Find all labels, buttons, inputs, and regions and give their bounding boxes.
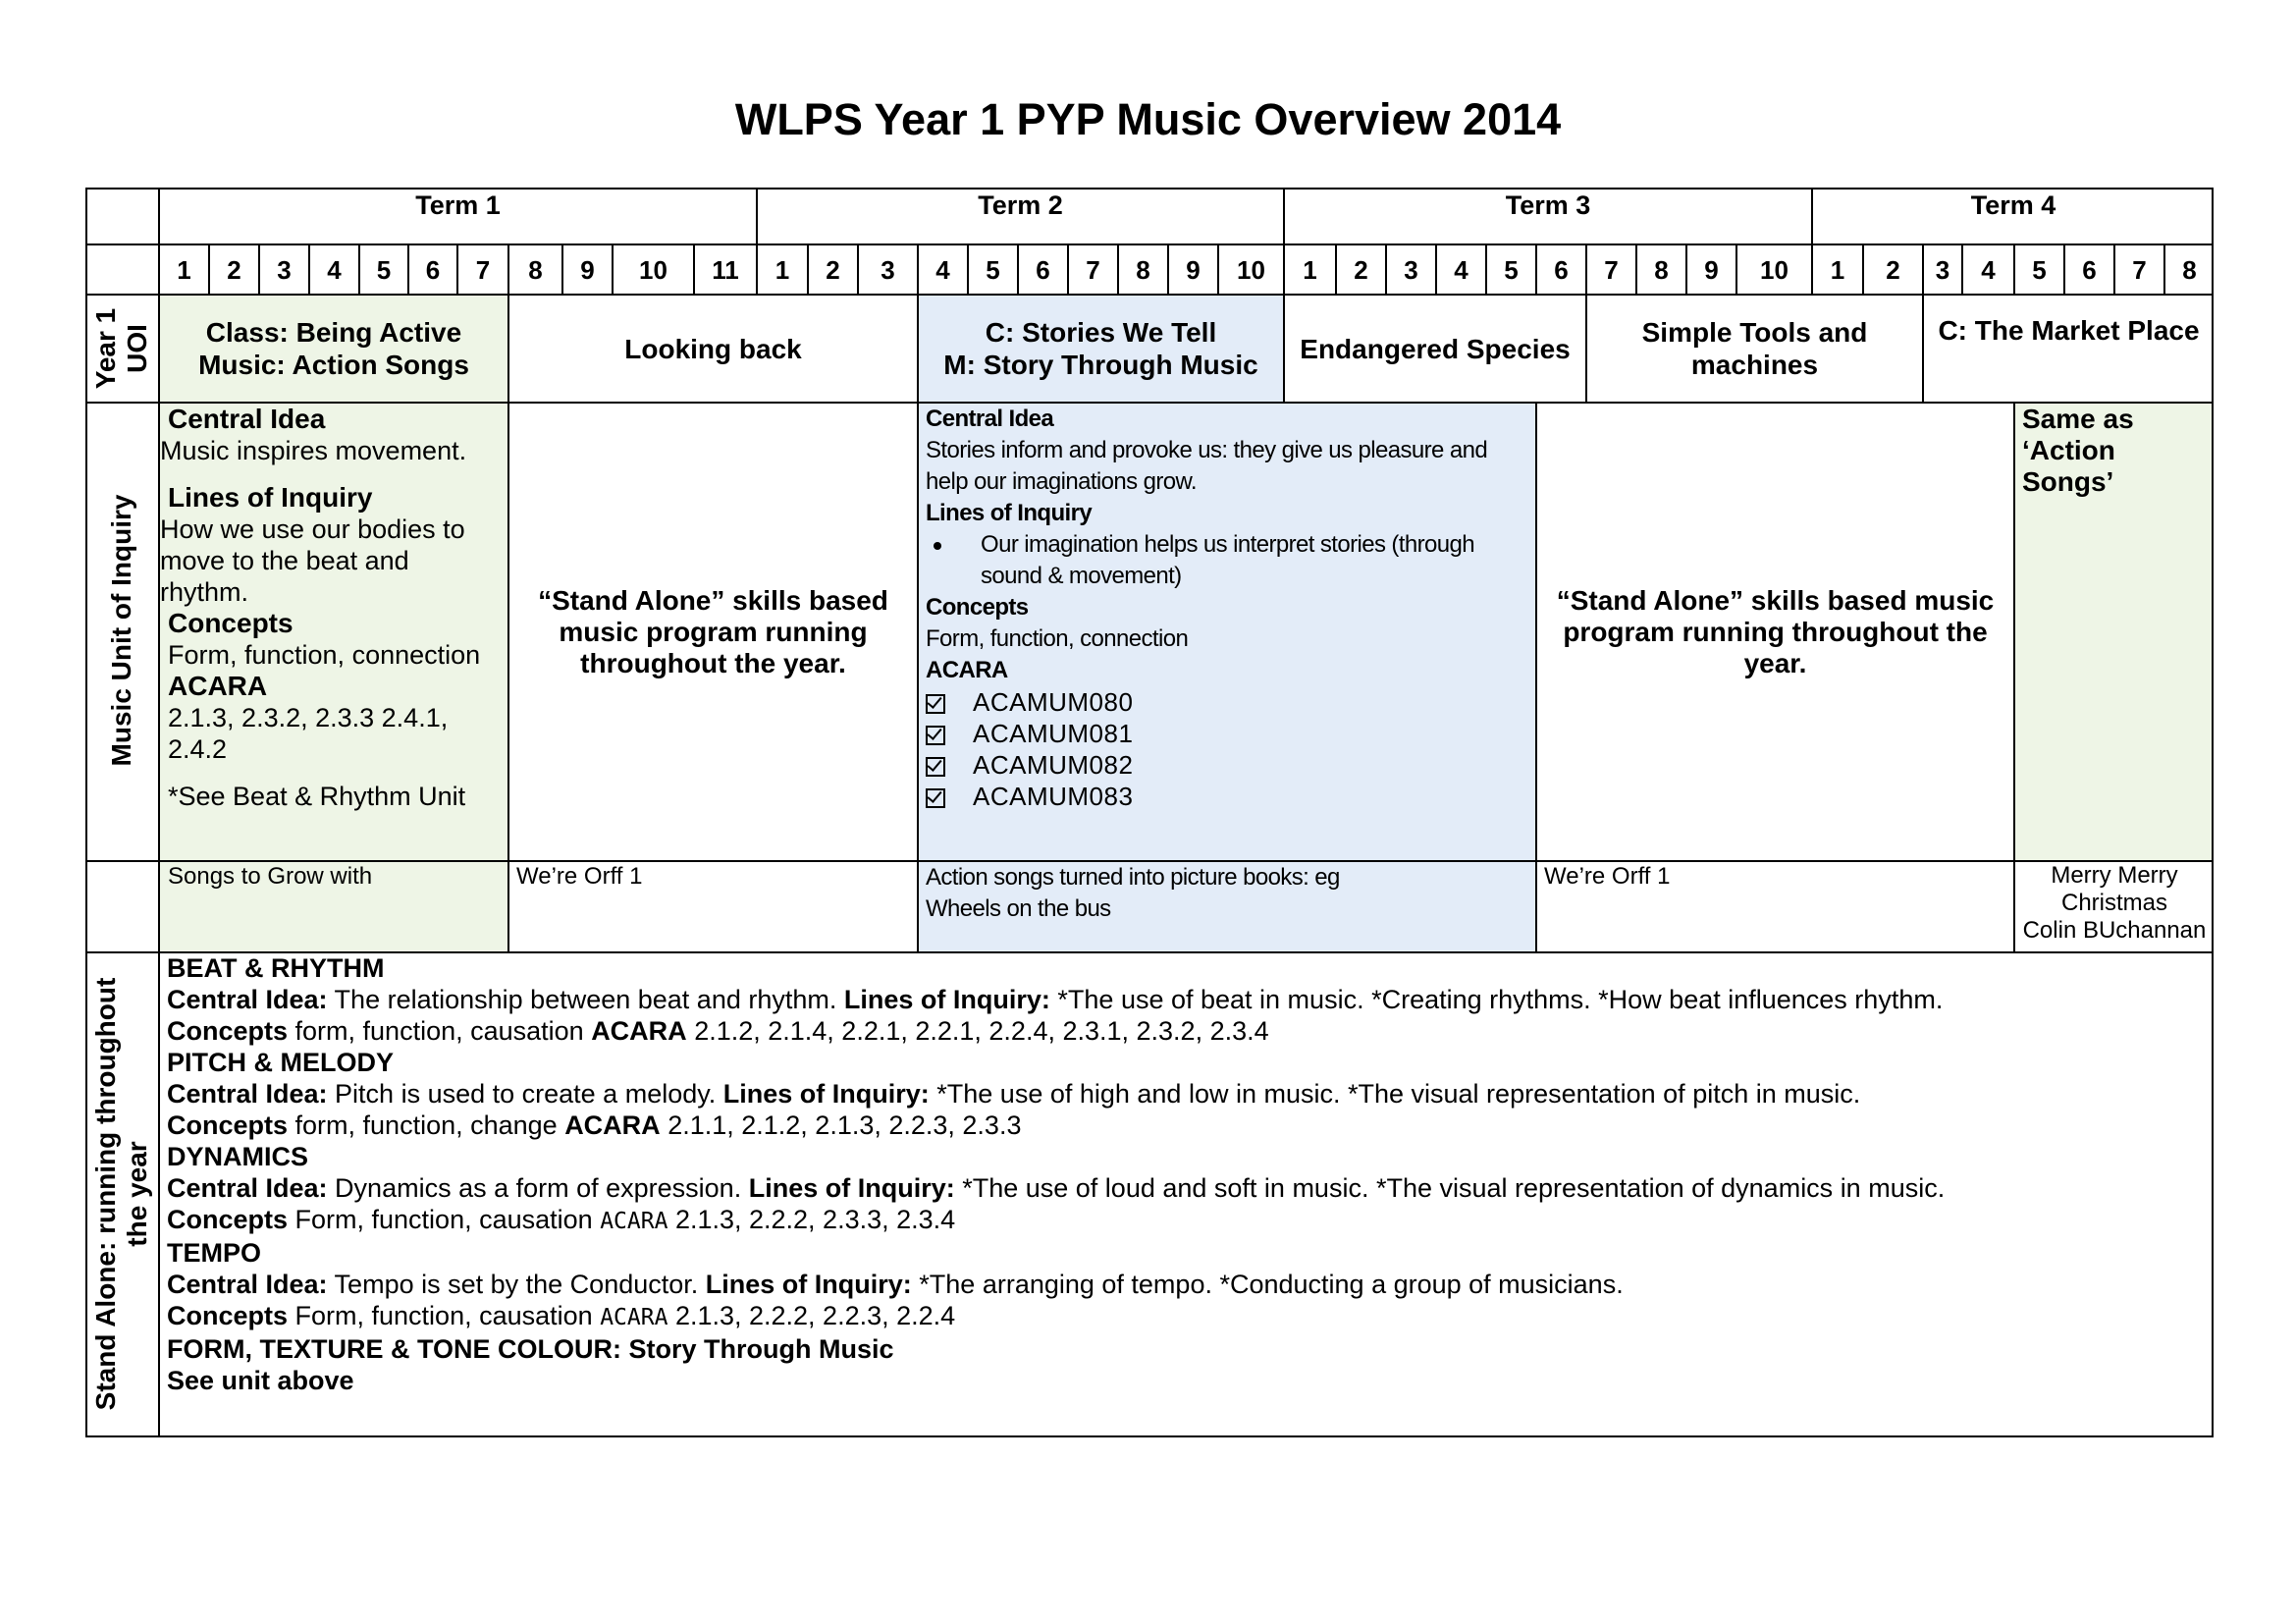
stories-detail: Central Idea Stories inform and provoke us: they give us pleasure and help our imaginations grow. Lines of Inquiry Our imagination helps us interpret stories (through sound & movement) Concepts Form, function, connection ACARA ACAMUM080 ACAMUM081 ACAMUM082 ACAMUM083 [926,404,1534,812]
week-number: 3 [881,254,895,285]
week-number: 1 [1830,254,1845,285]
same-as-action-songs: Same as ‘Action Songs’ [2022,404,2134,497]
stand-alone-note-1: “Stand Alone” skills based music program running throughout the year. [538,584,888,678]
uoi-being-active: Class: Being Active Music: Action Songs [198,317,469,380]
central-idea-heading: Central Idea [168,404,326,434]
uoi-endangered-species: Endangered Species [1300,333,1571,364]
concepts-line: Concepts form, function, change ACARA 2.1.1, 2.1.2, 2.1.3, 2.2.3, 2.3.3 [167,1110,1022,1140]
week-number: 1 [1303,254,1317,285]
row-label-stand-alone: Stand Alone: running throughout the year [90,977,152,1411]
week-number: 6 [2082,254,2097,285]
uoi-simple-tools: Simple Tools and machines [1641,317,1868,380]
week-number: 10 [1237,254,1265,285]
week-number: 6 [1036,254,1050,285]
uoi-market-place: C: The Market Place [1938,314,2200,346]
term-2-header: Term 2 [978,189,1063,220]
acara-code-item: ACAMUM080 [926,686,1534,718]
week-number: 10 [639,254,667,285]
central-idea-line: Central Idea: Tempo is set by the Conductor. Lines of Inquiry: *The arranging of tempo. *Conducting a group of musicians. [167,1270,1624,1299]
central-idea-line: Central Idea: The relationship between beat and rhythm. Lines of Inquiry: *The use of beat in music. *Creating rhythms. *How beat influences rhythm. [167,985,1944,1014]
checkbox-checked-icon [926,726,945,745]
week-number: 7 [1086,254,1100,285]
lines-of-inquiry-heading: Lines of Inquiry [168,482,373,513]
week-number: 5 [2032,254,2047,285]
page-title: WLPS Year 1 PYP Music Overview 2014 [734,94,1562,144]
bullet-icon [934,542,941,550]
week-number: 8 [2182,254,2197,285]
concepts-line: Concepts Form, function, causation ACARA 2.1.3, 2.2.2, 2.3.3, 2.3.4 [167,1205,956,1234]
unit-heading-dynamics: DYNAMICS [167,1142,309,1171]
resource-action-song-books: Action songs turned into picture books: eg Wheels on the bus [926,864,1340,922]
concepts-heading: Concepts [926,594,1029,621]
week-number: 7 [1604,254,1619,285]
week-number: 6 [1554,254,1569,285]
central-idea-line: Central Idea: Dynamics as a form of expression. Lines of Inquiry: *The use of loud and soft in music. *The visual representation of dynamics in music. [167,1173,1946,1203]
concepts-heading: Concepts [168,608,294,638]
week-number: 4 [1454,254,1468,285]
row-label-uoi: Year 1 UOI [90,307,152,390]
unit-heading-tempo: TEMPO [167,1238,262,1268]
week-number: 5 [986,254,1000,285]
week-number: 9 [580,254,595,285]
week-number: 6 [425,254,441,285]
acara-code-item: ACAMUM083 [926,781,1534,812]
resource-were-orff-1-b: We’re Orff 1 [1544,863,1671,890]
week-number: 3 [1935,254,1950,285]
week-number: 5 [1504,254,1519,285]
concepts-line: Concepts form, function, causation ACARA 2.1.2, 2.1.4, 2.2.1, 2.2.1, 2.2.4, 2.3.1, 2.3.2, 2.3.4 [167,1016,1269,1046]
resource-merry-christmas: Merry Merry Christmas Colin BUchannan [2022,862,2207,944]
week-number: 1 [774,254,790,285]
acara-heading: ACARA [168,671,268,701]
uoi-looking-back: Looking back [624,333,802,364]
unit-heading-pitch: PITCH & MELODY [167,1048,395,1077]
term-3-header: Term 3 [1505,189,1591,220]
week-number: 8 [1654,254,1669,285]
acara-code-item: ACAMUM081 [926,718,1534,749]
resource-songs-to-grow: Songs to Grow with [168,863,373,890]
acara-heading: ACARA [926,657,1008,683]
week-number: 7 [475,254,491,285]
week-number: 7 [2132,254,2147,285]
resource-were-orff-1: We’re Orff 1 [516,863,643,890]
acara-code-item: ACAMUM082 [926,749,1534,781]
action-songs-detail: Central Idea Music inspires movement. Lines of Inquiry How we use our bodies to move to the beat and rhythm. Concepts Form, function, connection ACARA 2.1.3, 2.3.2, 2.3.3 2.4.1, 2.4.2 *See Beat & Rhythm Unit [160,404,506,812]
central-idea-text: Music inspires movement. [160,436,467,465]
lines-of-inquiry-heading: Lines of Inquiry [926,500,1093,526]
week-number: 5 [376,254,392,285]
week-number: 8 [528,254,543,285]
week-number: 2 [1886,254,1900,285]
term-1-header: Term 1 [415,189,501,220]
week-number: 4 [935,254,950,285]
week-number: 10 [1760,254,1789,285]
see-unit-above: See unit above [167,1366,354,1395]
stand-alone-note-2: “Stand Alone” skills based music program running throughout the year. [1556,584,1995,678]
week-number: 9 [1704,254,1719,285]
checkbox-checked-icon [926,694,945,714]
week-number: 8 [1136,254,1150,285]
checkbox-checked-icon [926,788,945,808]
see-unit-note: *See Beat & Rhythm Unit [168,782,466,811]
week-number: 11 [712,254,739,285]
unit-heading-beat: BEAT & RHYTHM [167,953,385,983]
grid-line [917,402,919,953]
unit-heading-form-texture: FORM, TEXTURE & TONE COLOUR: Story Through Music [167,1334,894,1364]
week-number: 2 [1354,254,1368,285]
week-number: 2 [227,254,241,285]
central-idea-heading: Central Idea [926,406,1054,432]
stand-alone-units [167,952,2199,1396]
term-4-header: Term 4 [1970,189,2056,220]
concepts-line: Concepts Form, function, causation ACARA 2.1.3, 2.2.2, 2.2.3, 2.2.4 [167,1301,956,1330]
week-number: 4 [327,254,342,285]
week-number: 4 [1981,254,1996,285]
week-number: 1 [177,254,191,285]
checkbox-checked-icon [926,757,945,777]
uoi-stories-we-tell: C: Stories We Tell M: Story Through Music [943,317,1258,380]
week-number: 9 [1186,254,1201,285]
week-number: 2 [826,254,840,285]
row-label-music-uoi: Music Unit of Inquiry [106,494,136,767]
week-number: 3 [277,254,292,285]
central-idea-line: Central Idea: Pitch is used to create a melody. Lines of Inquiry: *The use of high and low in music. *The visual representation of pitch in music. [167,1079,1861,1109]
week-number: 3 [1404,254,1418,285]
